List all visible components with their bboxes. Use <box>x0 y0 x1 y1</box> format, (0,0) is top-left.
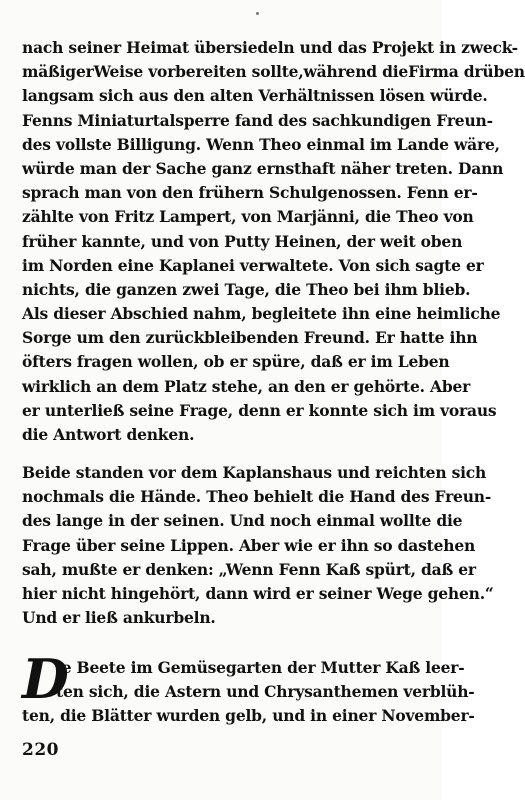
text-line: früher kannte, und von Putty Heinen, der weit oben <box>22 231 463 251</box>
text-line: Als dieser Abschied nahm, begleitete ihn eine heimliche <box>22 304 501 324</box>
text-line: Fenns Miniaturtalsperre fand des sachkundigen Freun- <box>22 110 493 130</box>
text-line: mäßigerWeise vorbereiten sollte,während dieFirma drüben <box>22 62 525 82</box>
paper-speck <box>256 12 259 15</box>
text-line: langsam sich aus den alten Verhältnissen lösen würde. <box>22 86 488 106</box>
text-line: ten, die Blätter wurden gelb, und in einer November- <box>22 706 475 726</box>
text-line: hier nicht hingehört, dann wird er seiner Wege gehen.“ <box>22 583 494 603</box>
text-line: nach seiner Heimat übersiedeln und das Projekt in zweck- <box>22 38 518 57</box>
page-number: 220 <box>22 740 59 760</box>
text-line: er unterließ seine Frage, denn er konnte sich im voraus <box>22 400 497 420</box>
text-line: die Antwort denken. <box>22 425 195 444</box>
text-line: nichts, die ganzen zwei Tage, die Theo bei ihm blieb. <box>22 279 471 299</box>
text-line: Frage über seine Lippen. Aber wie er ihn so dastehen <box>22 535 476 555</box>
text-line: zählte von Fritz Lampert, von Marjänni, die Theo von <box>22 207 474 227</box>
text-line: würde man der Sache ganz ernsthaft näher treten. Dann <box>22 158 504 178</box>
paragraph-1 <box>22 36 525 447</box>
text-line: des vollste Billigung. Wenn Theo einmal im Lande wäre, <box>22 134 500 154</box>
text-line: Und er ließ ankurbeln. <box>22 608 216 628</box>
text-line: sprach man von den frühern Schulgenossen. Fenn er- <box>22 183 478 203</box>
text-line: im Norden eine Kaplanei verwaltete. Von sich sagte er <box>22 255 484 275</box>
text-line: ie Beete im Gemüsegarten der Mutter Kaß leer- <box>56 658 465 677</box>
text-line: wirklich an dem Platz stehe, an den er gehörte. Aber <box>22 376 471 396</box>
text-line: des lange in der seinen. Und noch einmal wollte die <box>22 511 463 531</box>
drop-cap: D <box>22 647 69 711</box>
text-line: Beide standen vor dem Kaplanshaus und reichten sich <box>22 463 487 482</box>
paragraph-3 <box>22 647 475 729</box>
text-line: Sorge um den zurückbleibenden Freund. Er hatte ihn <box>22 328 478 348</box>
text-line: ten sich, die Astern und Chrysanthemen verblüh- <box>56 682 475 702</box>
text-line: sah, mußte er denken: „Wenn Fenn Kaß spürt, daß er <box>22 559 476 579</box>
text-line: nochmals die Hände. Theo behielt die Hand des Freun- <box>22 487 492 507</box>
paragraph-2 <box>22 461 494 630</box>
text-line: öfters fragen wollen, ob er spüre, daß er im Leben <box>22 352 450 372</box>
